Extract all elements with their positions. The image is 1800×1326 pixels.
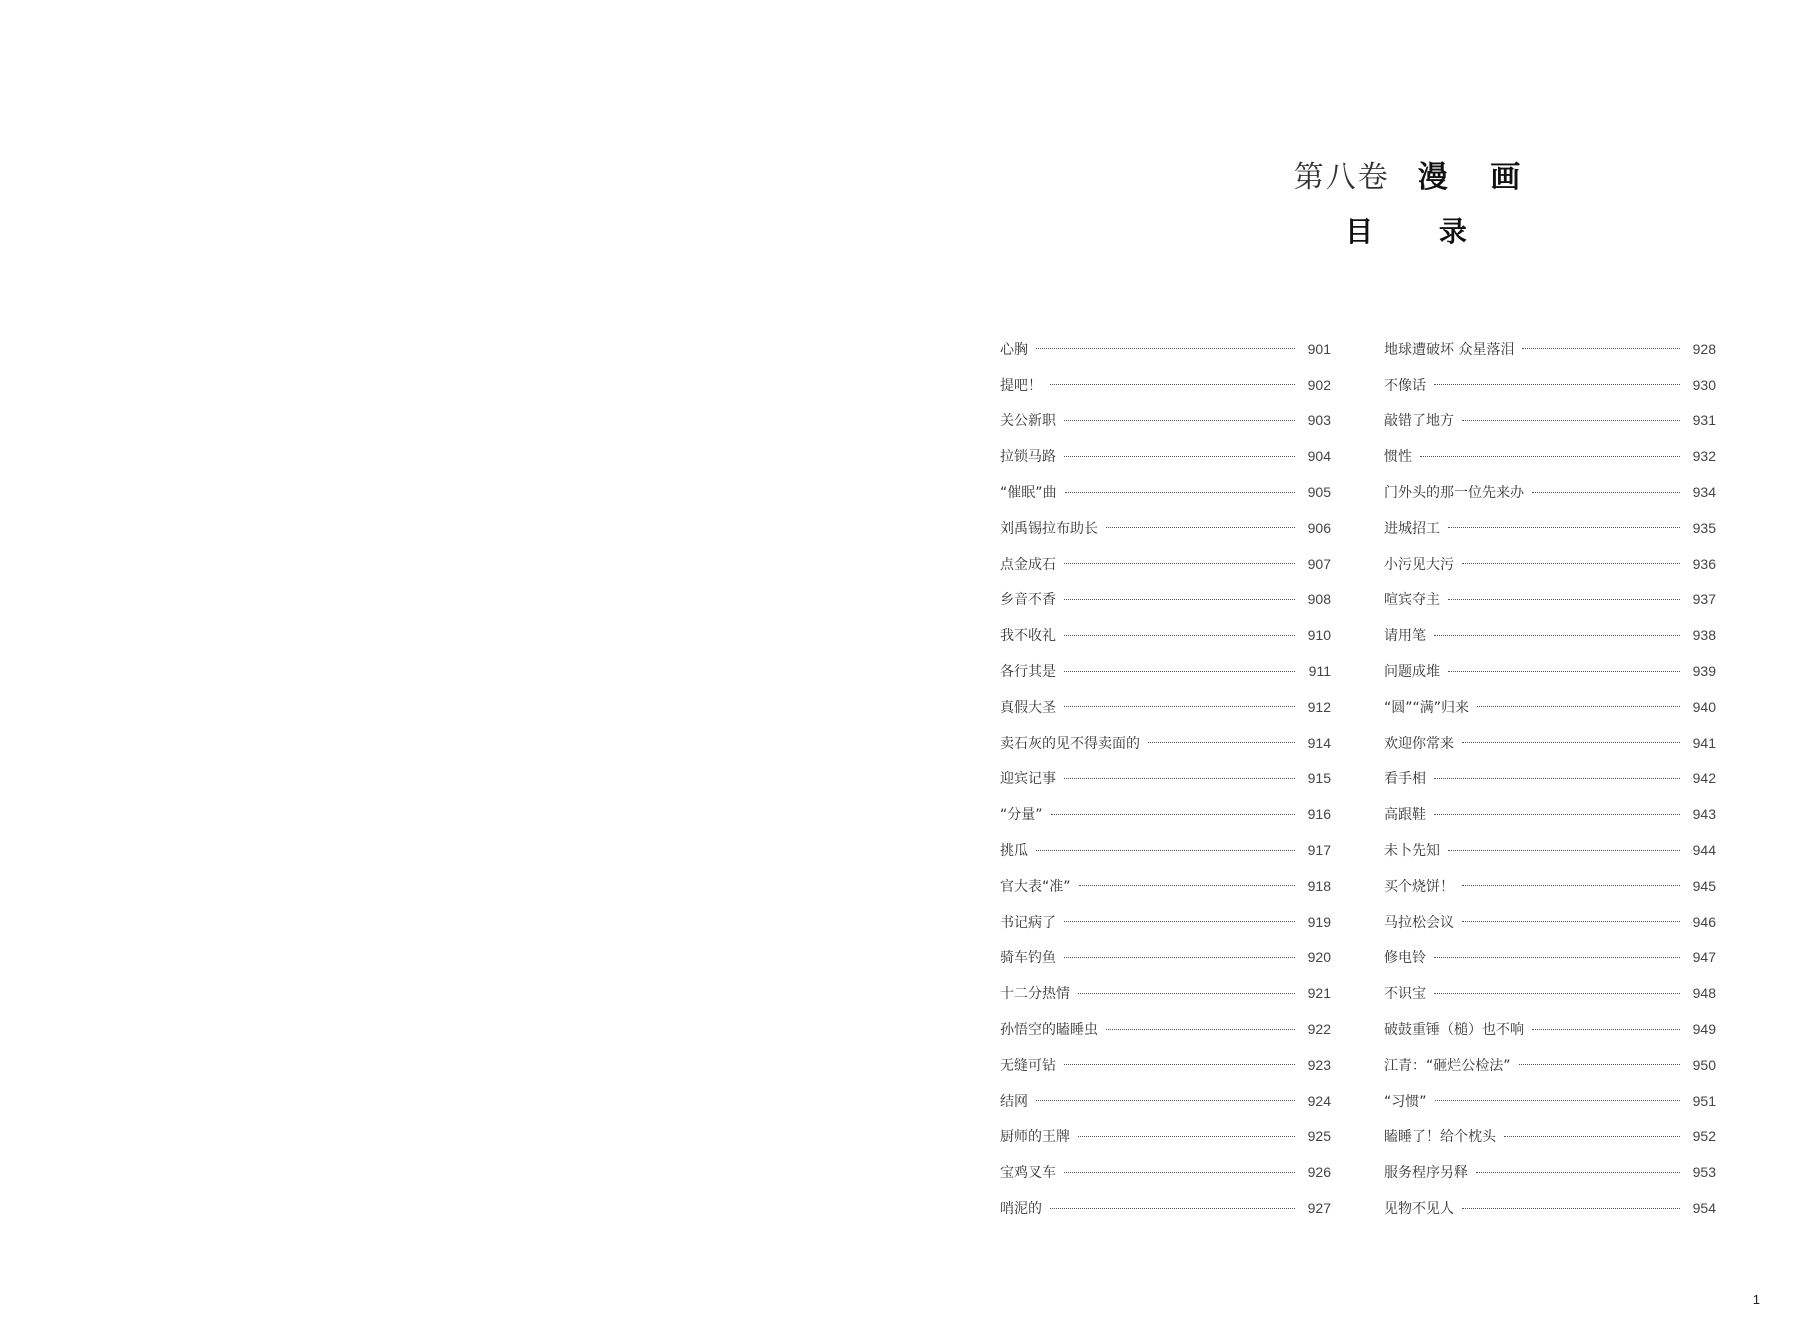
toc-entry-title: 瞌睡了！给个枕头	[1384, 1129, 1496, 1146]
toc-entry	[1384, 1047, 1716, 1083]
toc-entry-page: 911	[1308, 663, 1331, 680]
toc-entry-page: 950	[1692, 1056, 1716, 1073]
dot-leader	[1420, 456, 1680, 457]
toc-entry-title: 欢迎你常来	[1384, 735, 1454, 752]
toc-entry	[1000, 1154, 1331, 1190]
page-number: 1	[1752, 1292, 1760, 1307]
toc-entry-page: 908	[1307, 591, 1331, 608]
dot-leader	[1448, 671, 1680, 672]
toc-entry	[1000, 1011, 1331, 1047]
dot-leader	[1064, 1172, 1295, 1173]
toc-entry-page: 906	[1307, 519, 1331, 536]
toc-heading: 目 录	[1345, 215, 1495, 248]
toc-entry	[1000, 832, 1331, 868]
toc-entry-page: 905	[1307, 484, 1331, 501]
dot-leader	[1064, 1064, 1295, 1065]
toc-entry-title: 看手相	[1384, 771, 1426, 788]
dot-leader	[1079, 885, 1295, 886]
toc-entry-page: 922	[1307, 1021, 1331, 1038]
toc-entry-page: 938	[1692, 627, 1716, 644]
toc-entry-title: 进城招工	[1384, 520, 1440, 537]
toc-entry-title: 破鼓重锤（槌）也不响	[1384, 1022, 1524, 1039]
toc-entry-page: 924	[1307, 1092, 1331, 1109]
toc-entry	[1384, 510, 1716, 546]
toc-entry-title: 见物不见人	[1384, 1201, 1454, 1218]
toc-entry	[1000, 796, 1331, 832]
dot-leader	[1504, 1136, 1680, 1137]
dot-leader	[1448, 527, 1680, 528]
toc-entry-page: 945	[1692, 877, 1716, 894]
dot-leader	[1434, 635, 1680, 636]
toc-entry-page: 919	[1307, 913, 1331, 930]
dot-leader	[1064, 671, 1295, 672]
toc-entry	[1000, 1083, 1331, 1119]
dot-leader	[1434, 384, 1680, 385]
toc-entry	[1384, 1083, 1716, 1119]
toc-entry-title: 各行其是	[1000, 664, 1056, 681]
volume-number: 第八卷	[1293, 160, 1390, 195]
toc-entry-title: 问题成堆	[1384, 664, 1440, 681]
toc-entry	[1384, 832, 1716, 868]
toc-entry-page: 941	[1692, 734, 1716, 751]
toc-entry-title: 骑车钓鱼	[1000, 950, 1056, 967]
toc-entry	[1000, 653, 1331, 689]
toc-entry	[1384, 975, 1716, 1011]
toc-entry-page: 939	[1692, 663, 1716, 680]
dot-leader	[1434, 778, 1680, 779]
toc-entry-title: 马拉松会议	[1384, 914, 1454, 931]
toc-entry	[1384, 403, 1716, 439]
dot-leader	[1148, 742, 1295, 743]
toc-entry-page: 925	[1307, 1128, 1331, 1145]
toc-entry-title: 买个烧饼！	[1384, 878, 1454, 895]
dot-leader	[1434, 957, 1680, 958]
toc-entry-page: 914	[1307, 734, 1331, 751]
toc-column-left	[1000, 331, 1331, 1226]
toc-entry-page: 940	[1692, 698, 1716, 715]
dot-leader	[1078, 1136, 1295, 1137]
toc-entry-title: 结网	[1000, 1093, 1028, 1110]
toc-entry	[1000, 546, 1331, 582]
toc-entry	[1000, 940, 1331, 976]
toc-entry	[1384, 1011, 1716, 1047]
toc-entry-title: 请用笔	[1384, 628, 1426, 645]
dot-leader	[1448, 850, 1680, 851]
toc-entry-title: 书记病了	[1000, 914, 1056, 931]
toc-entry	[1384, 367, 1716, 403]
toc-entry-page: 918	[1307, 877, 1331, 894]
dot-leader	[1050, 1208, 1295, 1209]
toc-entry-title: 无缝可钻	[1000, 1057, 1056, 1074]
toc-entry-page: 937	[1692, 591, 1716, 608]
toc-entry-title: 关公新职	[1000, 413, 1056, 430]
toc-entry-page: 948	[1692, 985, 1716, 1002]
toc-entry-page: 921	[1307, 985, 1331, 1002]
toc-entry-title: “催眠”曲	[1000, 485, 1057, 502]
toc-entry-title: 门外头的那一位先来办	[1384, 485, 1524, 502]
dot-leader	[1106, 527, 1295, 528]
toc-entry-title: 服务程序另释	[1384, 1165, 1468, 1182]
toc-entry	[1384, 331, 1716, 367]
dot-leader	[1064, 599, 1295, 600]
toc-entry-page: 923	[1307, 1056, 1331, 1073]
toc-entry-title: 地球遭破坏 众星落泪	[1384, 341, 1515, 358]
toc-entry-page: 907	[1307, 555, 1331, 572]
toc-entry-page: 930	[1692, 376, 1716, 393]
toc-entry-page: 920	[1307, 949, 1331, 966]
toc-entry-title: 未卜先知	[1384, 843, 1440, 860]
dot-leader	[1064, 778, 1295, 779]
toc-entry	[1000, 367, 1331, 403]
toc-entry-title: “分量”	[1000, 807, 1043, 824]
toc-entry	[1384, 1190, 1716, 1226]
dot-leader	[1050, 384, 1295, 385]
toc-entry-title: 卖石灰的见不得卖面的	[1000, 735, 1140, 752]
toc-entry-title: 孙悟空的瞌睡虫	[1000, 1022, 1098, 1039]
toc-entry	[1000, 689, 1331, 725]
toc-entry	[1000, 868, 1331, 904]
toc-entry-title: 宝鸡叉车	[1000, 1165, 1056, 1182]
toc-entry-title: 修电铃	[1384, 950, 1426, 967]
dot-leader	[1532, 1029, 1680, 1030]
toc-entry-page: 927	[1307, 1200, 1331, 1217]
dot-leader	[1064, 957, 1295, 958]
dot-leader	[1434, 814, 1680, 815]
dot-leader	[1036, 850, 1295, 851]
dot-leader	[1519, 1064, 1680, 1065]
toc-entry	[1384, 796, 1716, 832]
toc-entry	[1000, 975, 1331, 1011]
toc-entry	[1384, 1154, 1716, 1190]
toc-entry-page: 935	[1692, 519, 1716, 536]
dot-leader	[1036, 1100, 1295, 1101]
dot-leader	[1434, 993, 1680, 994]
toc-entry	[1000, 474, 1331, 510]
volume-title	[1000, 156, 1800, 200]
toc-entry-title: 高跟鞋	[1384, 807, 1426, 824]
dot-leader	[1462, 563, 1680, 564]
dot-leader	[1462, 1208, 1680, 1209]
toc-entry-title: 惯性	[1384, 449, 1412, 466]
dot-leader	[1078, 993, 1295, 994]
toc-entry-title: 拉锁马路	[1000, 449, 1056, 466]
toc-entry-title: 哨泥的	[1000, 1201, 1042, 1218]
toc-entry	[1384, 617, 1716, 653]
toc-entry	[1384, 904, 1716, 940]
toc-entry-page: 931	[1692, 412, 1716, 429]
toc-entry-page: 942	[1692, 770, 1716, 787]
dot-leader	[1065, 492, 1295, 493]
toc-entry-title: 厨师的王牌	[1000, 1129, 1070, 1146]
toc-entry-page: 953	[1692, 1164, 1716, 1181]
toc-entry-page: 951	[1692, 1092, 1716, 1109]
dot-leader	[1051, 814, 1295, 815]
toc-entry-page: 917	[1307, 842, 1331, 859]
toc-entry-page: 916	[1307, 806, 1331, 823]
toc-entry	[1384, 940, 1716, 976]
toc-entry	[1384, 1119, 1716, 1155]
toc-entry-page: 949	[1692, 1021, 1716, 1038]
toc-entry	[1000, 725, 1331, 761]
toc-entry	[1000, 403, 1331, 439]
toc-entry	[1000, 331, 1331, 367]
dot-leader	[1462, 885, 1680, 886]
dot-leader	[1435, 1100, 1680, 1101]
toc-entry	[1000, 1190, 1331, 1226]
toc-entry	[1000, 510, 1331, 546]
toc-entry-title: 点金成石	[1000, 556, 1056, 573]
toc-entry	[1000, 438, 1331, 474]
toc-entry	[1000, 761, 1331, 797]
toc-entry-title: 不识宝	[1384, 986, 1426, 1003]
toc-entry-title: 官大表“准”	[1000, 878, 1071, 895]
toc-entry-title: 我不收礼	[1000, 628, 1056, 645]
toc-entry	[1000, 617, 1331, 653]
toc-entry-page: 912	[1307, 698, 1331, 715]
toc-entry-page: 926	[1307, 1164, 1331, 1181]
dot-leader	[1064, 706, 1295, 707]
toc-entry-page: 902	[1307, 376, 1331, 393]
dot-leader	[1532, 492, 1680, 493]
toc-entry	[1384, 689, 1716, 725]
toc-entry	[1000, 1047, 1331, 1083]
toc-entry-page: 928	[1692, 340, 1716, 357]
toc-entry	[1384, 761, 1716, 797]
toc-entry-title: 小污见大污	[1384, 556, 1454, 573]
dot-leader	[1064, 420, 1295, 421]
toc-entry	[1384, 653, 1716, 689]
toc-entry-page: 904	[1307, 448, 1331, 465]
dot-leader	[1064, 921, 1295, 922]
dot-leader	[1036, 348, 1295, 349]
toc-entry-title: 提吧！	[1000, 377, 1042, 394]
toc-entry-title: 挑瓜	[1000, 843, 1028, 860]
dot-leader	[1477, 706, 1680, 707]
toc-entry-page: 936	[1692, 555, 1716, 572]
toc-entry-page: 943	[1692, 806, 1716, 823]
toc-entry-page: 944	[1692, 842, 1716, 859]
dot-leader	[1522, 348, 1680, 349]
toc-entry-page: 910	[1307, 627, 1331, 644]
toc-entry	[1384, 474, 1716, 510]
toc-entry	[1384, 868, 1716, 904]
dot-leader	[1064, 456, 1295, 457]
dot-leader	[1462, 742, 1680, 743]
toc-entry-title: 刘禹锡拉布助长	[1000, 520, 1098, 537]
toc-entry-page: 954	[1692, 1200, 1716, 1217]
toc-entry	[1384, 546, 1716, 582]
toc-entry-page: 952	[1692, 1128, 1716, 1145]
dot-leader	[1462, 420, 1680, 421]
toc-column-right	[1384, 331, 1716, 1226]
toc-entry-title: 喧宾夺主	[1384, 592, 1440, 609]
toc-entry-page: 934	[1692, 484, 1716, 501]
dot-leader	[1106, 1029, 1295, 1030]
toc-entry-title: “圆”“满”归来	[1384, 699, 1470, 716]
volume-name: 漫 画	[1417, 160, 1537, 195]
toc-entry-title: 乡音不香	[1000, 592, 1056, 609]
toc-entry-page: 903	[1307, 412, 1331, 429]
toc-entry-page: 915	[1307, 770, 1331, 787]
toc-entry-page: 947	[1692, 949, 1716, 966]
dot-leader	[1064, 635, 1295, 636]
dot-leader	[1476, 1172, 1680, 1173]
toc-entry-page: 932	[1692, 448, 1716, 465]
toc-entry-page: 946	[1692, 913, 1716, 930]
toc-entry-page: 901	[1307, 340, 1331, 357]
toc-entry-title: 心胸	[1000, 341, 1028, 358]
toc-entry	[1000, 1119, 1331, 1155]
toc-entry-title: 敲错了地方	[1384, 413, 1454, 430]
toc-entry	[1384, 725, 1716, 761]
dot-leader	[1064, 563, 1295, 564]
toc-entry-title: 迎宾记事	[1000, 771, 1056, 788]
toc-entry-title: 不像话	[1384, 377, 1426, 394]
toc-entry	[1000, 582, 1331, 618]
toc-entry-title: 十二分热情	[1000, 986, 1070, 1003]
toc-entry	[1384, 582, 1716, 618]
toc-entry-title: “习惯”	[1384, 1093, 1427, 1110]
dot-leader	[1462, 921, 1680, 922]
toc-entry-title: 真假大圣	[1000, 699, 1056, 716]
toc-entry-title: 江青：“砸烂公检法”	[1384, 1057, 1511, 1074]
dot-leader	[1448, 599, 1680, 600]
toc-entry	[1384, 438, 1716, 474]
toc-entry	[1000, 904, 1331, 940]
